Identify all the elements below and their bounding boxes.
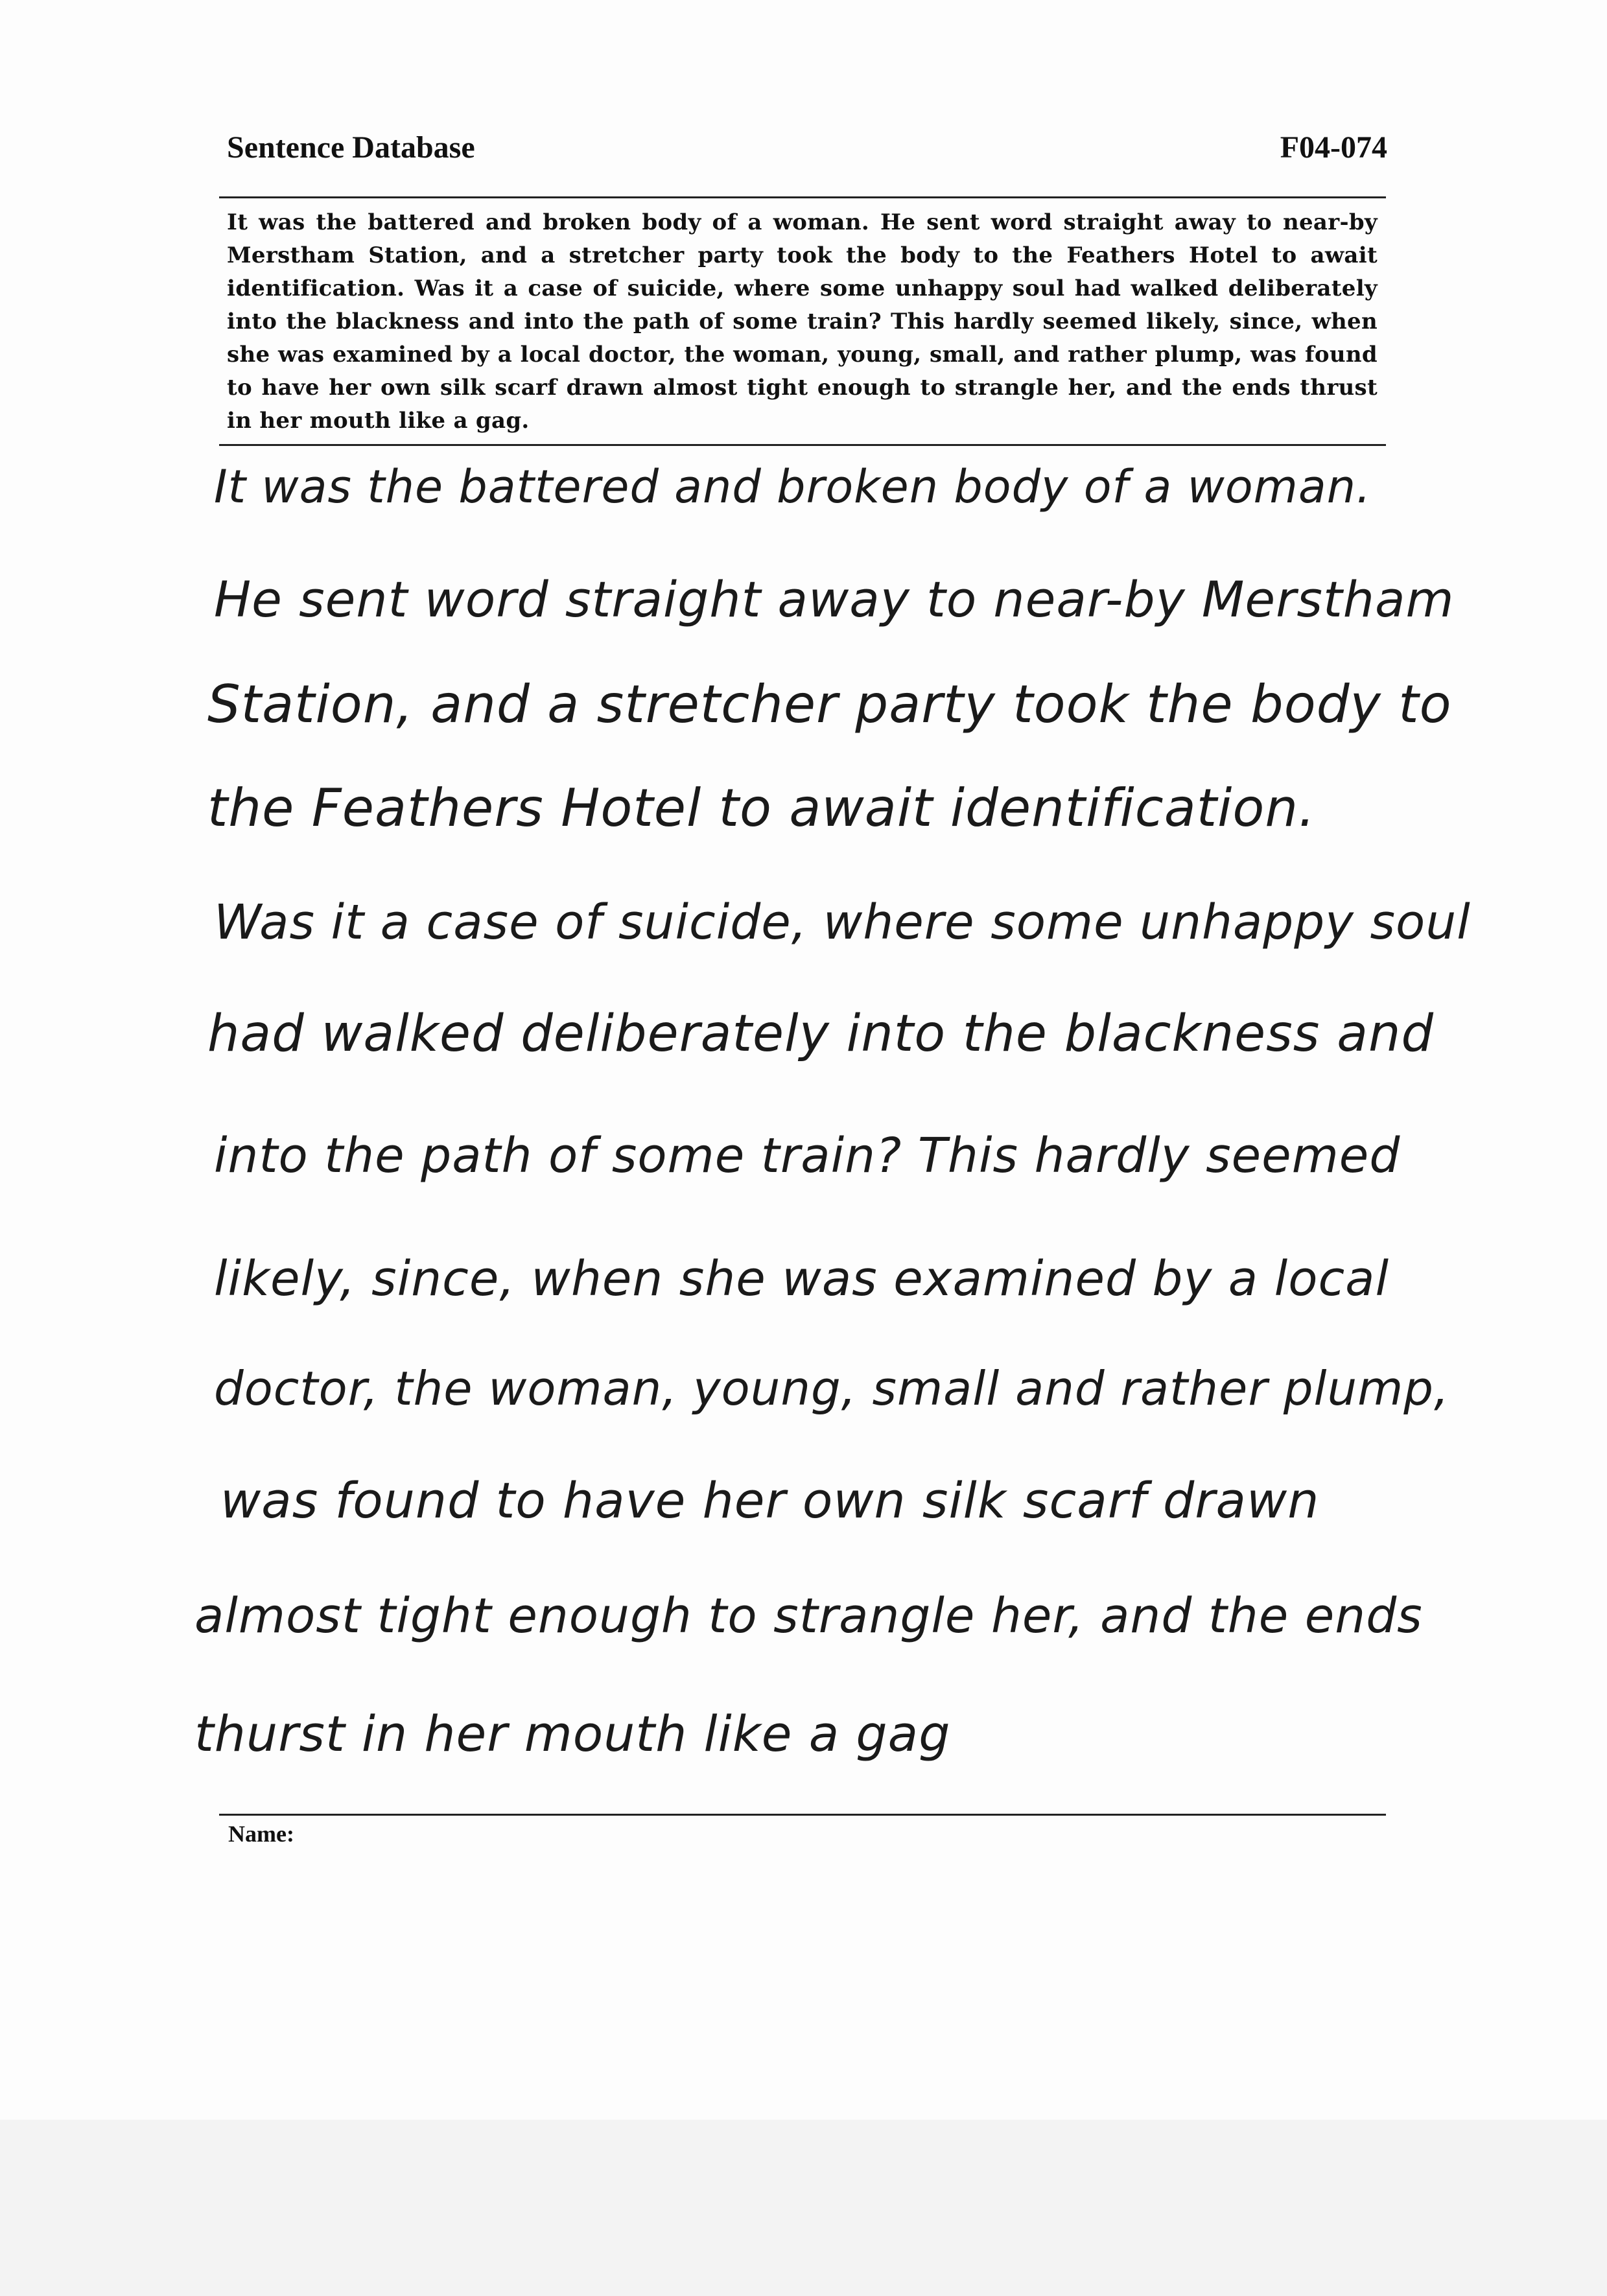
handwritten-line: the Feathers Hotel to await identification. <box>207 778 1316 838</box>
name-label: Name: <box>228 1821 294 1847</box>
handwritten-line: was found to have her own silk scarf drawn <box>220 1471 1320 1529</box>
handwritten-line: into the path of some train? This hardly seemed <box>214 1128 1401 1184</box>
printed-prompt-text: It was the battered and broken body of a woman. He sent word straight away to near-by Merstham Station, and a stretcher party took the body to the Feathers Hotel to await identification. Was it a case of suicide, where some unhappy soul had walked deliberately into the blackness and into the path of some train? This hardly seemed likely, since, when she was examined by a local doctor, the woman, young, small, and rather plump, was found to have her own silk scarf drawn almost tight enough to strangle her, and the ends thrust in her mouth like a gag. <box>227 209 1378 434</box>
handwritten-line: Was it a case of suicide, where some unhappy soul <box>214 895 1471 950</box>
handwritten-line: It was the battered and broken body of a woman. <box>214 460 1372 513</box>
handwritten-line: He sent word straight away to near-by Merstham <box>214 570 1455 628</box>
form-id: F04-074 <box>1280 130 1387 165</box>
handwritten-line: likely, since, when she was examined by a local <box>214 1251 1390 1307</box>
handwritten-line: doctor, the woman, young, small and rather plump, <box>214 1361 1449 1416</box>
handwritten-line: had walked deliberately into the blackness and <box>207 1005 1434 1063</box>
handwritten-line: almost tight enough to strangle her, and the ends <box>194 1588 1423 1644</box>
footer-divider <box>219 1814 1386 1816</box>
handwritten-line: thurst in her mouth like a gag <box>194 1705 951 1763</box>
top-divider <box>219 196 1386 198</box>
database-title: Sentence Database <box>227 130 475 165</box>
handwritten-line: Station, and a stretcher party took the body to <box>207 674 1452 734</box>
scan-edge <box>0 2120 1607 2296</box>
form-header <box>227 130 1387 175</box>
prompt-divider <box>219 444 1386 446</box>
